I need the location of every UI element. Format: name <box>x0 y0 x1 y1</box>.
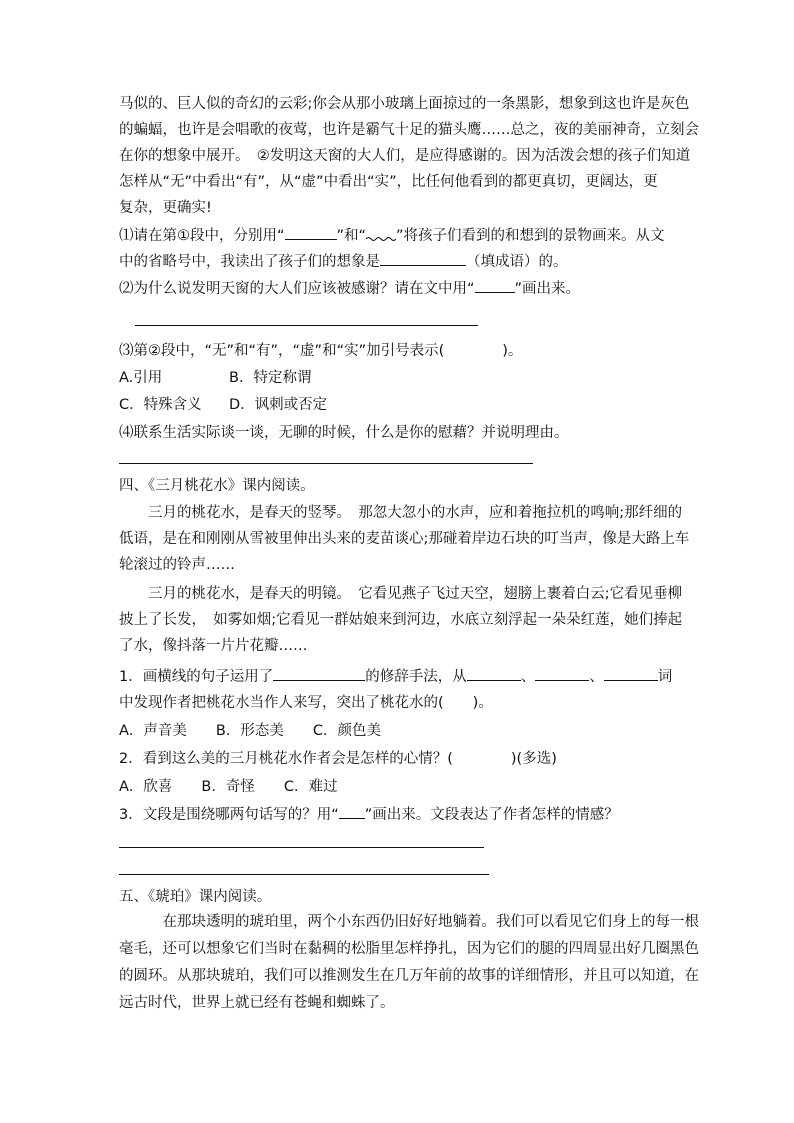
passage-line: 怎样从“无”中看出“有”，从“虚”中看出“实”，比任何他看到的都更真切，更阔达，更 <box>119 174 658 190</box>
section-4-question-1: 1．画横线的句子运用了 的修辞手法，从 、 、 词 <box>119 666 679 687</box>
answer-blank-word-1[interactable] <box>467 666 521 681</box>
answer-blank-word-3[interactable] <box>604 666 658 681</box>
underline-mark-sample <box>339 804 365 819</box>
underline-mark-sample <box>475 278 515 293</box>
option-a[interactable]: A.引用 <box>119 370 163 386</box>
section-5-title: 五、《琥珀》课内阅读。 <box>119 889 272 905</box>
question-3-stem: ⑶第②段中，“无”和“有”，“虚”和“实”加引号表示( )。 <box>119 343 523 359</box>
passage-line: 在你的想象中展开。 ②发明这天窗的大人们，是应得感谢的。因为活泼会想的孩子们知道 <box>119 148 691 164</box>
passage-line: 轮滚过的铃声…… <box>119 557 235 573</box>
passage-line: 低语，是在和刚刚从雪被里伸出头来的麦苗谈心;那碰着岸边石块的叮当声，像是大路上车 <box>119 531 690 547</box>
answer-line[interactable] <box>119 874 489 875</box>
passage-line: 毫毛，还可以想象它们当时在黏稠的松脂里怎样挣扎，因为它们的腿的四周显出好几圈黑色 <box>119 941 699 957</box>
answer-line[interactable] <box>119 847 484 848</box>
section-4-question-3: 3．文段是围绕哪两句话写的？用“ ”画出来。文段表达了作者怎样的情感？ <box>119 804 679 825</box>
passage-line: 披上了长发， 如雾如烟;它看见一群姑娘来到河边，水底立刻浮起一朵朵红莲，她们捧起 <box>119 612 683 628</box>
question-4-stem: ⑷联系生活实际谈一谈，无聊的时候，什么是你的慰藉？并说明理由。 <box>119 425 569 441</box>
question-3-options-row-2 <box>119 395 679 415</box>
passage-line: 在那块透明的琥珀里，两个小东西仍旧好好地躺着。我们可以看见它们身上的每一根 <box>119 914 699 930</box>
passage-line: 的蝙蝠，也许是会唱歌的夜莺，也许是霸气十足的猫头鹰……总之，夜的美丽神奇，立刻会 <box>119 122 699 138</box>
option-d[interactable]: D．讽刺或否定 <box>229 397 328 413</box>
option-b[interactable]: B．特定称谓 <box>229 370 312 386</box>
question-1-line-1: ⑴请在第①段中，分别用“ ”和“ ”将孩子们看到的和想到的景物画来。从文 <box>119 225 679 246</box>
passage-line: 三月的桃花水，是春天的明镜。 它看见燕子飞过天空，翅膀上裹着白云;它看见垂柳 <box>119 586 683 602</box>
section-4-question-2: 2．看到这么美的三月桃花水作者会是怎样的心情？( )(多选) <box>119 751 557 767</box>
passage-line: 三月的桃花水，是春天的竖琴。 那忽大忽小的水声，应和着拖拉机的鸣响;那纤细的 <box>119 505 683 521</box>
answer-line[interactable] <box>119 463 533 464</box>
section-4-question-2-options[interactable]: A．欣喜 B．奇怪 C．难过 <box>119 779 338 795</box>
answer-blank-rhetoric[interactable] <box>273 666 365 681</box>
passage-line: 远古时代，世界上就已经有苍蝇和蜘蛛了。 <box>119 995 395 1011</box>
passage-line: 马似的、巨人似的奇幻的云彩;你会从那小玻璃上面掠过的一条黑影，想象到这也许是灰色 <box>119 96 690 112</box>
question-2: ⑵为什么说发明天窗的大人们应该被感谢？请在文中用“ ”画出来。 <box>119 278 679 299</box>
wavy-underline-icon <box>366 236 396 242</box>
section-4-question-1-line-2: 中发现作者把桃花水当作人来写，突出了桃花水的( )。 <box>119 695 493 711</box>
question-3-options-row-1 <box>119 368 679 388</box>
answer-line[interactable] <box>135 325 478 326</box>
passage-line: 的圆环。从那块琥珀，我们可以推测发生在几万年前的故事的详细情形，并且可以知道，在 <box>119 968 699 984</box>
answer-blank-straight[interactable] <box>285 225 337 240</box>
passage-line: 了水，像抖落一片片花瓣…… <box>119 638 308 654</box>
answer-blank-idiom[interactable] <box>380 251 466 266</box>
answer-blank-word-2[interactable] <box>535 666 589 681</box>
option-c[interactable]: C．特殊含义 <box>119 397 202 413</box>
section-4-title: 四、《三月桃花水》课内阅读。 <box>119 478 315 494</box>
passage-line: 复杂，更确实! <box>119 200 212 216</box>
question-1-line-2: 中的省略号中，我读出了孩子们的想象是 （填成语）的。 <box>119 251 679 272</box>
section-4-question-1-options[interactable]: A．声音美 B．形态美 C．颜色美 <box>119 723 381 739</box>
answer-blank-wavy[interactable] <box>366 226 396 240</box>
